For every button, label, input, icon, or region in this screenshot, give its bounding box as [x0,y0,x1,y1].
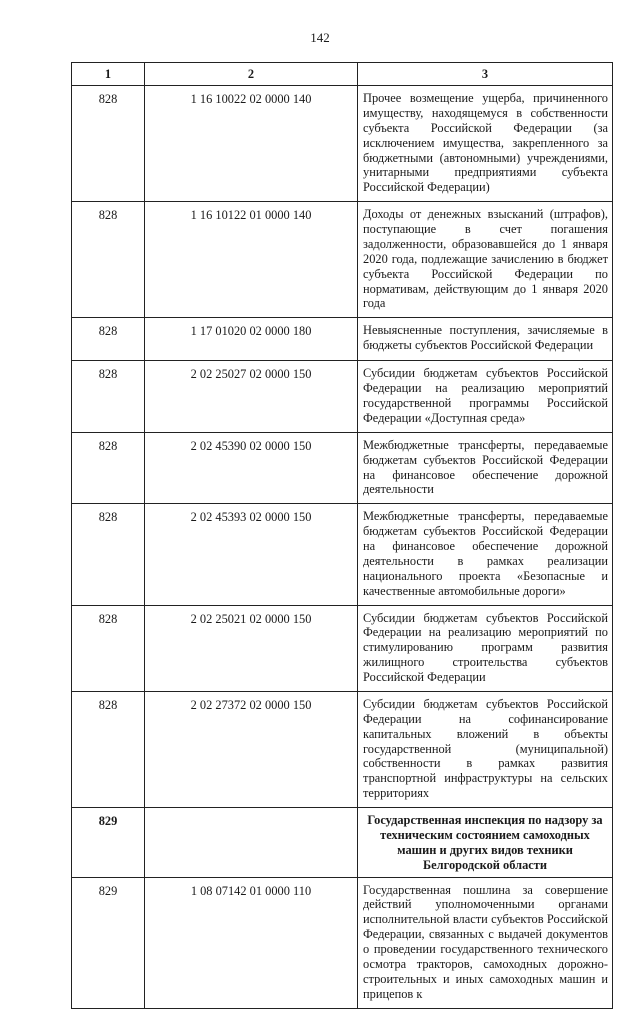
admin-code-cell: 828 [72,432,145,504]
admin-code-cell: 829 [72,877,145,1008]
description-cell: Субсидии бюджетам субъектов Российской Федерации на реализацию мероприятий по стимулированию программ развития жилищного строительства субъектов Российской Федерации [358,605,613,691]
page-number: 142 [310,30,330,45]
budget-code-cell: 2 02 25021 02 0000 150 [145,605,358,691]
budget-code-cell: 1 08 07142 01 0000 110 [145,877,358,1008]
budget-code-cell: 2 02 25027 02 0000 150 [145,361,358,433]
table-row [72,202,613,318]
table-row [72,86,613,202]
table-row [72,318,613,361]
description-cell: Субсидии бюджетам субъектов Российской Федерации на софинансирование капитальных вложений в объекты государственной (муниципальной) собственности в рамках развития транспортной инфраструктуры на сельских территориях [358,691,613,807]
table-row [72,504,613,605]
revenue-codes-table [71,62,613,1009]
budget-code-cell: 1 16 10122 01 0000 140 [145,202,358,318]
section-header-row [72,808,613,878]
budget-code-cell: 1 16 10022 02 0000 140 [145,86,358,202]
table-row [72,432,613,504]
admin-code-cell: 828 [72,202,145,318]
budget-code-cell: 1 17 01020 02 0000 180 [145,318,358,361]
admin-code-cell: 828 [72,361,145,433]
table-row [72,877,613,1008]
description-cell: Субсидии бюджетам субъектов Российской Федерации на реализацию мероприятий государственной программы Российской Федерации «Доступная среда» [358,361,613,433]
admin-code-cell: 828 [72,605,145,691]
admin-code-cell: 829 [72,808,145,878]
description-cell: Доходы от денежных взысканий (штрафов), поступающие в счет погашения задолженности, образовавшейся до 1 января 2020 года, подлежащие зачислению в бюджет субъекта Российской Федерации по нормативам, действующим до 1 января 2020 года [358,202,613,318]
description-cell: Межбюджетные трансферты, передаваемые бюджетам субъектов Российской Федерации на финансовое обеспечение дорожной деятельности в рамках реализации национального проекта «Безопасные и качественные автомобильные дороги» [358,504,613,605]
column-header-2: 2 [145,63,358,86]
admin-code-cell: 828 [72,318,145,361]
budget-code-cell: 2 02 27372 02 0000 150 [145,691,358,807]
section-title: Государственная инспекция по надзору за техническим состоянием самоходных машин и других видов техники Белгородской области [358,808,613,878]
column-header-3: 3 [358,63,613,86]
admin-code-cell: 828 [72,691,145,807]
budget-code-cell: 2 02 45393 02 0000 150 [145,504,358,605]
admin-code-cell: 828 [72,504,145,605]
table-row [72,361,613,433]
column-header-1: 1 [72,63,145,86]
description-cell: Межбюджетные трансферты, передаваемые бюджетам субъектов Российской Федерации на финансовое обеспечение дорожной деятельности [358,432,613,504]
description-cell: Государственная пошлина за совершение действий уполномоченными органами исполнительной власти субъектов Российской Федерации, связанных с выдачей документов о проведении государственного технического осмотра тракторов, самоходных дорожно-строительных и иных самоходных машин и прицепов к [358,877,613,1008]
admin-code-cell: 828 [72,86,145,202]
description-cell: Прочее возмещение ущерба, причиненного имуществу, находящемуся в собственности субъекта Российской Федерации (за исключением имущества, закрепленного за бюджетными (автономными) учреждениями, унитарными предприятиями субъекта Российской Федерации) [358,86,613,202]
budget-code-cell: 2 02 45390 02 0000 150 [145,432,358,504]
budget-code-cell [145,808,358,878]
table-row [72,691,613,807]
table-row [72,605,613,691]
description-cell: Невыясненные поступления, зачисляемые в бюджеты субъектов Российской Федерации [358,318,613,361]
table-header-row [72,63,613,86]
